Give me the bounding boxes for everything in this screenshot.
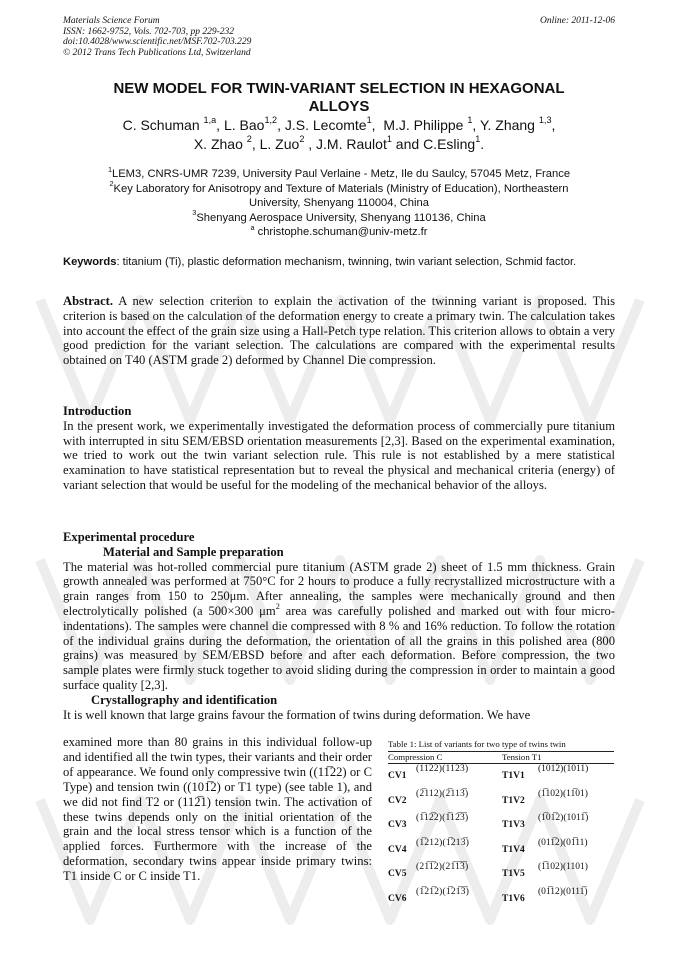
affiliation-2	[63, 179, 615, 197]
variant-planes: (1̅12̅2)(1̅12̅3̅)	[416, 813, 469, 823]
introduction-heading: Introduction	[63, 404, 132, 418]
material-text-a: The material was hot-rolled commercial pure titanium (ASTM grade 2) sheet of 1.5 mm thickness. Grain growth annealed was performed at 750°C for 2 hours to produce a fully recrystallized microstructure with a grain ranges from 150 to 250μm. After annealing, the samples were mechanically ground and then electrolytically polished (a 500×300 μm	[63, 559, 615, 618]
abstract	[63, 294, 615, 368]
email-sup: a	[250, 222, 255, 232]
variant-planes: (011̅2)(01̅11)	[538, 837, 588, 848]
keywords-text: : titanium (Ti), plastic deformation mechanism, twinning, twin variant selection, Schmid factor.	[116, 256, 577, 268]
author-sep: ,	[277, 117, 285, 133]
introduction-section	[63, 404, 615, 493]
author-sep: ,	[216, 117, 224, 133]
abstract-text: A new selection criterion to explain the activation of the twinning variant is proposed. This criterion is based on the calculation of the deformation energy to create a primary twin. The calculation takes into account the effect of the grain size using a Hall-Petch type relation. This criterion allows to obtain a very good prediction for the variant selection. The calculations are compared with the experimental results obtained on T40 (ASTM grade 2) deformed by Channel Die compression.	[63, 294, 615, 368]
table-row	[388, 813, 614, 838]
introduction-text: In the present work, we experimentally investigated the deformation process of commercially pure titanium with interrupted in situ SEM/EBSD orientation measurements [2,3]. Based on the experimental examination, we tried to work out the twin variant selection rule. This rule is not established by a mere statistical examination to have statistical representation but to reveal the physical and mechanical criteria (energy) of variant selection that would be useful for the modeling of the mechanical behavior of the alloys.	[63, 418, 615, 492]
variant-planes: (1̅212)(1̅213̅)	[416, 837, 470, 848]
variant-planes: (1̅102)(11̅01)	[538, 788, 588, 799]
email-line	[63, 222, 615, 240]
author-sup: 2	[246, 134, 252, 145]
keywords	[63, 256, 615, 270]
author-name: M.J. Philippe	[383, 117, 468, 133]
author-sep: ,	[251, 136, 260, 152]
author-sup: 2	[299, 134, 305, 145]
online-date: Online: 2011-12-06	[539, 16, 615, 26]
affiliation-sup: 2	[109, 179, 114, 189]
affiliation-sup: 1	[107, 164, 112, 174]
variant-label: CV6	[388, 893, 407, 904]
author-name: X. Zhao	[193, 136, 247, 152]
subheading-crystallography: Crystallography and identification	[91, 692, 278, 707]
column-header-compression: Compression C	[388, 752, 443, 762]
doi-line: doi:10.4028/www.scientific.net/MSF.702-703.229	[63, 37, 252, 47]
affiliation-2-cont: University, Shenyang 110004, China	[249, 197, 429, 209]
affiliation-text: Shenyang Aerospace University, Shenyang 110136, China	[196, 211, 486, 224]
table-row	[388, 789, 614, 814]
affiliation-text: Key Laboratory for Anisotropy and Texture of Materials (Ministry of Education), Northeastern	[113, 182, 569, 195]
affiliations	[63, 164, 615, 240]
author-sep: and	[391, 136, 424, 152]
author-name: J.M. Raulot	[316, 136, 387, 152]
paper-title	[63, 80, 615, 116]
variant-planes: (1̅01̅2)(1011̅)	[538, 813, 589, 823]
journal-name: Materials Science Forum	[63, 16, 160, 26]
table-row	[388, 862, 614, 887]
table-row	[388, 764, 614, 789]
keywords-label: Keywords	[63, 256, 117, 268]
variant-planes: (101̅2)(1̅011)	[538, 764, 589, 774]
material-sup: 2	[275, 601, 280, 611]
author-name: C. Schuman	[122, 117, 204, 133]
copyright-line: © 2012 Trans Tech Publications Ltd, Switzerland	[63, 47, 251, 58]
material-text-b: area was carefully polished and marked out with four micro-indentations). The samples were channel die compressed with 8 % and 16% reduction. To follow the rotation of the individual grains during the deformation, the orientation of all the grains in this polished area (800 grains) was measured by SEM/EBSD before and after each deformation. Before compression, the two sample plates were firmly stuck together to avoid sliding during the compression in order to maintain a good surface quality [2,3].	[63, 603, 616, 692]
crystallography-first-line: It is well known that large grains favour the formation of twins during deformation. We have	[63, 707, 531, 722]
crystallography-text-3: or T1 type) (see table 1), and we did not find T2 or	[63, 779, 372, 809]
variant-planes: (21̅1̅2)(21̅1̅3̅)	[416, 862, 469, 872]
variant-label: T1V1	[502, 771, 525, 781]
crystallography-text-4: tension twin. The activation of these twins depends only on the initial orientation of the grain and the local stress tensor which is a function of the applied forces. Furthermore with the increase of the deformation, secondary twins appear inside primary twins: T1 inside C or C inside T1.	[63, 794, 372, 884]
author-line-2	[63, 135, 615, 154]
variant-label: CV2	[388, 795, 407, 806]
author-name: Y. Zhang	[479, 117, 539, 133]
affiliation-text: LEM3, CNRS-UMR 7239, University Paul Verlaine - Metz, Ile du Saulcy, 57045 Metz, France	[112, 168, 571, 180]
subheading-material: Material and Sample preparation	[103, 544, 284, 559]
author-sup: 1	[475, 134, 481, 145]
author-sup: 1	[386, 134, 392, 145]
variant-label: T1V3	[502, 820, 525, 830]
email-address[interactable]: christophe.schuman@univ-metz.fr	[254, 226, 428, 238]
variant-planes: (01̅12)(0111̅)	[538, 886, 588, 897]
variants-table	[388, 739, 614, 911]
affiliation-3	[63, 208, 615, 226]
author-name: L. Zuo	[259, 136, 300, 152]
journal-header	[63, 16, 615, 58]
author-line-1	[63, 116, 615, 135]
plane-notation: (11̅22)	[313, 764, 347, 779]
variant-planes: (2̅112)(2̅113̅)	[416, 788, 469, 799]
variant-label: T1V2	[502, 795, 525, 806]
author-sep: ,	[371, 117, 384, 133]
table-row	[388, 887, 614, 912]
variant-label: T1V5	[502, 869, 525, 879]
column-header-tension: Tension T1	[502, 752, 542, 762]
plane-notation: (101̅2)	[187, 779, 221, 794]
variant-planes: (11̅22)(11̅23̅)	[416, 764, 469, 774]
table-header	[388, 752, 614, 764]
author-list	[63, 116, 615, 154]
author-sup: 1	[467, 115, 473, 126]
variant-label: CV3	[388, 820, 407, 830]
experimental-heading: Experimental procedure	[63, 530, 195, 544]
experimental-section	[63, 530, 615, 722]
author-sep: ,	[472, 117, 480, 133]
variant-label: T1V4	[502, 844, 525, 855]
author-sup: 1,2	[264, 115, 278, 126]
author-sep: ,	[304, 136, 317, 152]
variant-label: CV5	[388, 869, 407, 879]
material-paragraph	[63, 560, 615, 693]
variant-label: T1V6	[502, 893, 525, 904]
crystallography-text-2: or C Type) and tension twin (	[63, 764, 372, 794]
title-line-1: NEW MODEL FOR TWIN-VARIANT SELECTION IN HEXAGONAL	[113, 80, 565, 97]
author-sep: .	[480, 136, 485, 152]
affiliation-sup: 3	[192, 208, 197, 218]
author-sup: 1,a	[203, 115, 217, 126]
author-name: L. Bao	[223, 117, 265, 133]
variant-planes: (1̅102)(1101)	[538, 862, 588, 872]
crystallography-text-1: examined more than 80 grains in this individual follow-up and identified all the twin types, their variants and their order of appearance. We found only compressive twin (	[63, 735, 372, 779]
author-name: J.S. Lecomte	[284, 117, 367, 133]
table-row	[388, 838, 614, 863]
table-caption: Table 1: List of variants for two type of twins twin	[388, 739, 614, 752]
plane-notation: (112̅1)	[177, 794, 211, 809]
variant-label: CV4	[388, 844, 407, 855]
author-sep: ,	[551, 117, 556, 133]
abstract-label: Abstract.	[63, 294, 114, 308]
author-sup: 1,3	[538, 115, 552, 126]
variant-label: CV1	[388, 771, 407, 781]
title-line-2: ALLOYS	[308, 98, 370, 115]
affiliation-1	[63, 164, 615, 182]
author-sup: 1	[366, 115, 372, 126]
issn-line: ISSN: 1662-9752, Vols. 702-703, pp 229-232	[63, 26, 234, 37]
author-name: C.Esling	[423, 136, 476, 152]
variant-planes: (1̅21̅2)(1̅21̅3̅)	[416, 886, 470, 897]
crystallography-column-text	[63, 735, 372, 884]
